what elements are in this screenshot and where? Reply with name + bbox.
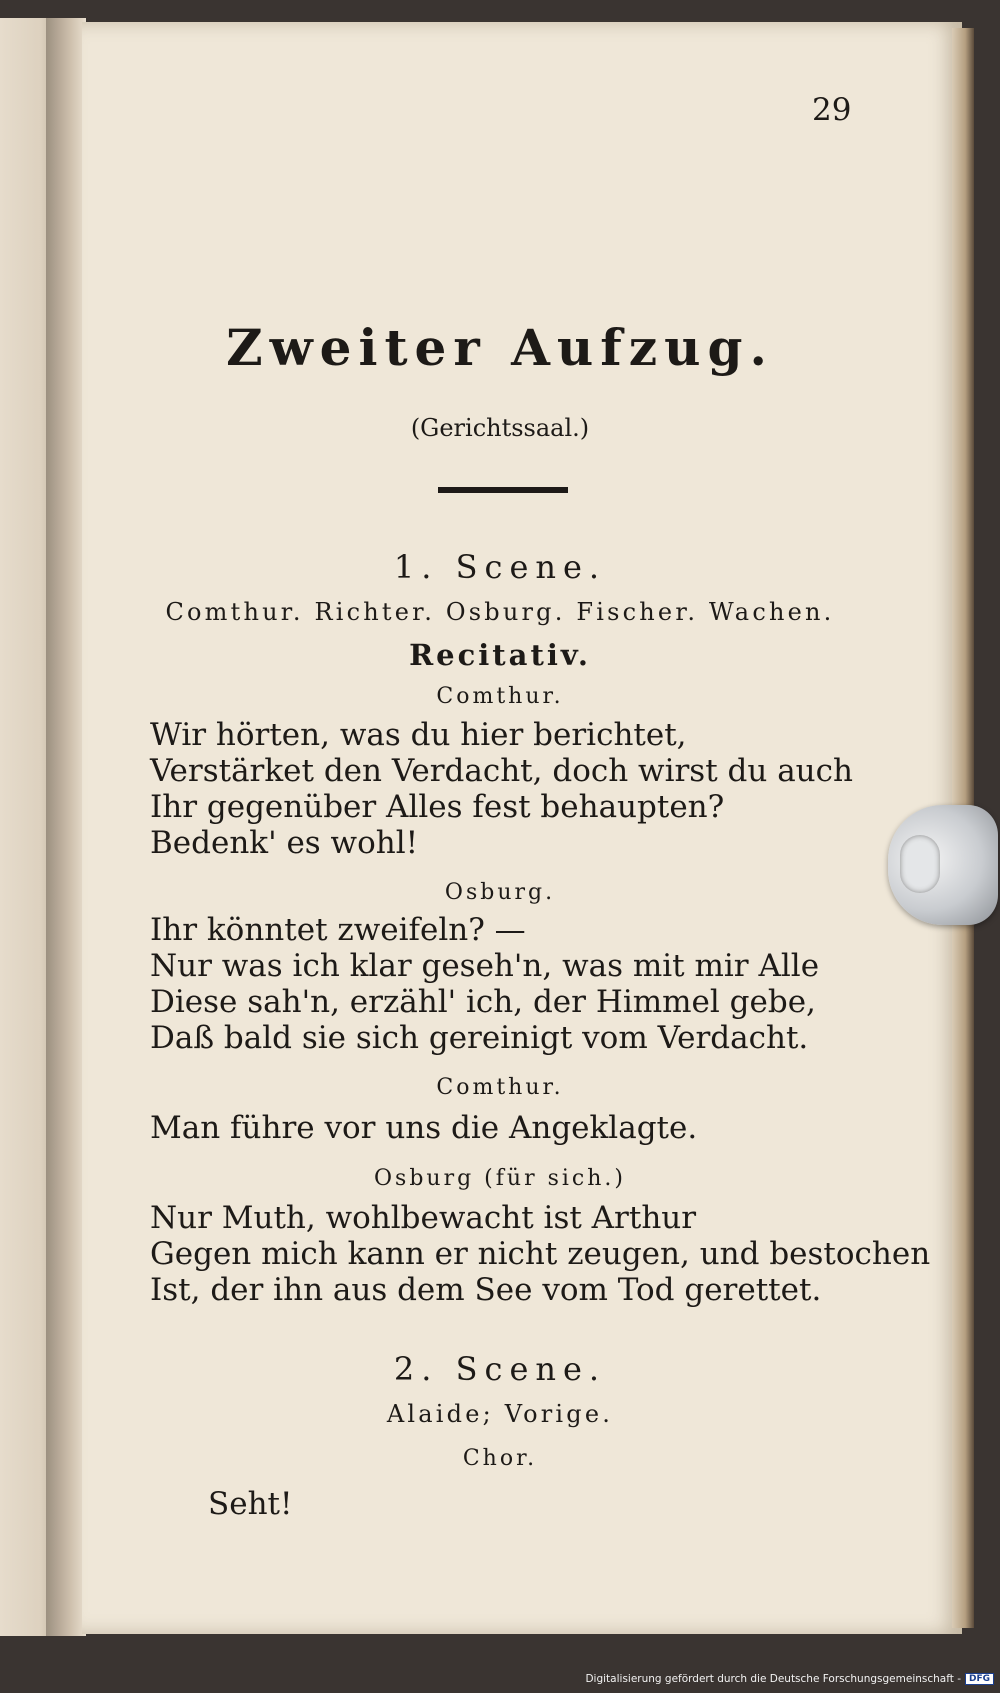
verse-line: Gegen mich kann er nicht zeugen, und bestochen <box>150 1236 931 1272</box>
verse-line: Wir hörten, was du hier berichtet, <box>150 717 687 753</box>
verse-line: Daß bald sie sich gereinigt vom Verdacht. <box>150 1020 809 1056</box>
scene-1-cast: Comthur. Richter. Osburg. Fischer. Wachen. <box>165 598 835 626</box>
act-title: Zweiter Aufzug. <box>226 318 774 377</box>
verse-line: Nur Muth, wohlbewacht ist Arthur <box>150 1200 697 1236</box>
speaker-comthur: Comthur. <box>436 684 564 709</box>
page-number: 29 <box>812 92 852 128</box>
setting-note: (Gerichtssaal.) <box>410 414 590 442</box>
credit-text: Digitalisierung gefördert durch die Deutsche Forschungsgemeinschaft - <box>585 1673 961 1685</box>
verse-line: Man führe vor uns die Angeklagte. <box>150 1110 698 1146</box>
verse-line: Bedenk' es wohl! <box>150 825 419 861</box>
page-clip <box>888 805 998 925</box>
speaker-comthur: Comthur. <box>436 1075 564 1100</box>
verse-line: Ihr könntet zweifeln? — <box>150 912 526 948</box>
book-gutter <box>46 18 86 1636</box>
dfg-logo: DFG <box>965 1673 994 1685</box>
speaker-chor: Chor. <box>462 1446 538 1471</box>
verse-line: Seht! <box>208 1486 293 1522</box>
section-recitativ: Recitativ. <box>409 638 591 672</box>
speaker-osburg-aside: Osburg (für sich.) <box>374 1166 626 1191</box>
verse-line: Verstärket den Verdacht, doch wirst du auch <box>150 753 853 789</box>
title-rule <box>438 487 568 493</box>
verse-line: Ihr gegenüber Alles fest behaupten? <box>150 789 725 825</box>
verse-line: Nur was ich klar geseh'n, was mit mir Alle <box>150 948 820 984</box>
scene-2-heading: 2. Scene. <box>393 1350 607 1388</box>
scene-1-heading: 1. Scene. <box>393 548 607 586</box>
verse-line: Ist, der ihn aus dem See vom Tod gerettet. <box>150 1272 822 1308</box>
verse-line: Diese sah'n, erzähl' ich, der Himmel gebe, <box>150 984 816 1020</box>
scene-2-cast: Alaide; Vorige. <box>386 1400 614 1428</box>
digitization-credit <box>585 1673 994 1685</box>
speaker-osburg: Osburg. <box>444 880 556 905</box>
